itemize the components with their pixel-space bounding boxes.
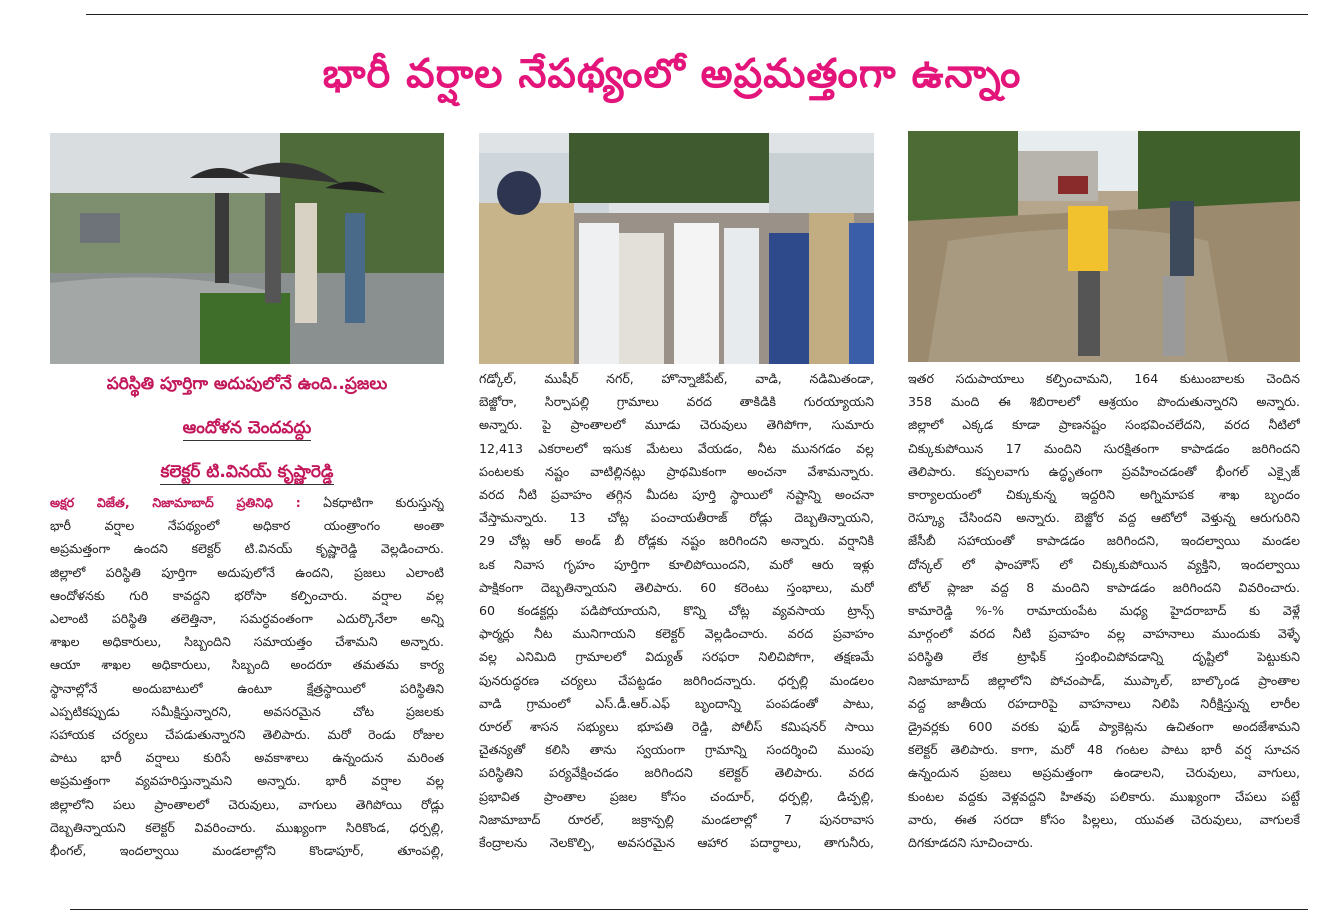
paragraph-line: రెస్క్యూ చేసిందని అన్నారు. బెజ్జోర వద్ద ఆటోలో వెళ్తున్న ఆరుగురిని [908, 510, 1300, 526]
paragraph-line: దోన్కల్ లో ఫాంహౌస్ లో చిక్కుకుపోయిన వ్యక్తిని, ఇందల్వాయి [908, 556, 1300, 572]
paragraph-line: 60 కండక్టర్లు పడిపోయాయని, కొన్ని చోట్ల వ్యవసాయ ట్రాన్స్ [479, 603, 874, 619]
paragraph-line: వల్ల ఎనిమిది గ్రామాలలో విద్యుత్ సరఫరా నిలిచిపోగా, తక్షణమే [479, 649, 874, 665]
waterlogged-street-photo [908, 131, 1300, 362]
paragraph-line: అప్రమత్తంగా వ్యవహరిస్తున్నామని అన్నారు. భారీ వర్షాల వల్ల [50, 773, 444, 789]
paragraph-line: ఎప్పటికప్పుడు సమీక్షిస్తున్నారని, అవసరమైన చోట ప్రజలకు [50, 703, 444, 719]
bottom-rule [70, 909, 1308, 910]
paragraph-line: జేసీబీ సహాయంతో కాపాడడం జరిగిందని, ఇందల్వాయి మండల [908, 533, 1300, 549]
paragraph-line: చైతన్యతో కలిసి తాను స్వయంగా గ్రామాన్ని సందర్శించి ముంపు [479, 742, 874, 758]
subheadline-line-2 [50, 414, 444, 442]
paragraph-line: ఇతర సదుపాయాలు కల్పించామని, 164 కుటుంబాలకు చెందిన [908, 371, 1300, 386]
paragraph-line: కేంద్రాలను నెలకొల్పి, అవసరమైన ఆహార పదార్థాలు, తాగునీరు, [479, 835, 874, 851]
paragraph-line: మార్గంలో వరద నీటి ప్రవాహం వల్ల వాహనాలు ముందుకు వెళ్ళే [908, 626, 1300, 642]
paragraph-line: సహాయక చర్యలు చేపడుతున్నారని తెలిపారు. మరో రెండు రోజుల [50, 727, 444, 743]
paragraph-line: డ్రైవర్లకు 600 వరకు ఫుడ్ ప్యాకెట్లను ఉచితంగా అందజేశామని [908, 719, 1300, 735]
subheadline-collector-name [50, 458, 444, 486]
paragraph-line: వరద నీటి ప్రవాహం తగ్గిన మీదట పూర్తి స్థాయిలో నష్టాన్ని అంచనా [479, 487, 874, 503]
paragraph-line: కుంటల వద్దకు వెళ్లవద్దని హితవు పలికారు. ముఖ్యంగా చేపలు పట్టే [908, 788, 1300, 804]
article-column-2 [479, 367, 874, 854]
paragraph-line: పాక్షికంగా దెబ్బతిన్నాయని తెలిపారు. 60 కరెంటు స్తంభాలు, మరో [479, 579, 874, 595]
paragraph-line: పాటు భారీ వర్షాలు కురిసే అవకాశాలు ఉన్నందున మరింత [50, 750, 444, 766]
paragraph-line: దెబ్బతిన్నాయని కలెక్టర్ వివరించారు. ముఖ్యంగా సిరికొండ, ధర్పల్లి, [50, 819, 444, 835]
paragraph-line: జిల్లాలోని పలు ప్రాంతాలలో చెరువులు, వాగులు తెగిపోయి రోడ్లు [50, 796, 444, 812]
paragraph-line: పరిస్థితిని పర్యవేక్షించడం జరిగిందని కలెక్టర్ తెలిపారు. వరద [479, 765, 874, 781]
paragraph-line: కామారెడ్డి %-% రామాయంపేట మధ్య హైదరాబాద్ కు వెళ్లే [908, 603, 1300, 619]
body-text: ఏకధాటిగా కురుస్తున్న [300, 495, 444, 510]
paragraph-line: జిల్లాలో పరిస్థితి పూర్తిగా అదుపులోనే ఉందని, ప్రజలు ఎలాంటి [50, 564, 444, 580]
paragraph-line: ఫార్మర్లు నీట మునిగాయని కలెక్టర్ వెల్లడించారు. వరద ప్రవాహం [479, 626, 874, 642]
paragraph-line: అన్నారు. పై ప్రాంతాలలో మూడు చెరువులు తెగిపోగా, సుమారు [479, 417, 874, 433]
paragraph-line: శాఖల అధికారులు, సిబ్బందిని సమాయత్తం చేశామని అన్నారు. [50, 634, 444, 650]
paragraph-line: జిల్లాలో ఎక్కడ కూడా ప్రాణనష్టం సంభవించలేదని, వరద నీటిలో [908, 417, 1300, 433]
paragraph-line: పునరుద్ధరణ చర్యలు చేపట్టడం జరిగిందన్నారు. ధర్పల్లి మండలం [479, 672, 874, 688]
paragraph-line: పంటలకు నష్టం వాటిల్లినట్లు ప్రాథమికంగా అంచనా వేశామన్నారు. [479, 463, 874, 479]
paragraph-line: గడ్కోల్, ముషీర్ నగర్, హొన్నాజీపేట్, వాడి, నడిమితండా, [479, 371, 874, 386]
paragraph-line: టోల్ ప్లాజా వద్ద 8 మందిని కాపాడడం జరిగిందని వివరించారు. [908, 579, 1300, 595]
page-headline: భారీ వర్షాల నేపథ్యంలో అప్రమత్తంగా ఉన్నాం [322, 51, 1022, 97]
paragraph-line: ఉన్నందున ప్రజలు అప్రమత్తంగా ఉండాలని, చెరువులు, వాగులు, [908, 765, 1300, 781]
paragraph-line: చిక్కుకుపోయిన 17 మందిని సురక్షితంగా కాపాడడం జరిగిందని [908, 440, 1300, 456]
collector-name-text: కలెక్టర్ టి.వినయ్ కృష్ణారెడ్డి [160, 462, 333, 485]
paragraph-line: కార్యాలయంలో చిక్కుకున్న ఇద్దరిని అగ్నిమాపక శాఖ బృందం [908, 487, 1300, 503]
paragraph-line: ఎలాంటి పరిస్థితి తలెత్తినా, సమర్ధవంతంగా ఎదుర్కొనేలా అన్ని [50, 611, 444, 627]
paragraph-line: బెజ్జోరా, సిర్పాపల్లి గ్రామాలు వరద తాకిడికి గురయ్యాయని [479, 394, 874, 410]
paragraph-line: అప్రమత్తంగా ఉందని కలెక్టర్ టి.వినయ్ కృష్ణారెడ్డి వెల్లడించారు. [50, 541, 444, 557]
paragraph-line: ప్రభావిత ప్రాంతాల ప్రజల కోసం చందూర్, ధర్పల్లి, డిచ్పల్లి, [479, 788, 874, 804]
subheadline-line-1: పరిస్థితి పూర్తిగా అదుపులోనే ఉంది..ప్రజలు [106, 374, 388, 394]
paragraph-line: వాడి గ్రామంలో ఎస్.డీ.ఆర్.ఎఫ్ బృందాన్ని పంపడంతో పాటు, [479, 695, 874, 711]
article-column-1 [50, 491, 444, 862]
paragraph-line: వేస్తామన్నారు. 13 చోట్ల పంచాయతీరాజ్ రోడ్లు దెబ్బతిన్నాయని, [479, 510, 874, 526]
paragraph-line: స్థానాల్లోనే అందుబాటులో ఉంటూ క్షేత్రస్థాయిలో పరిస్థితిని [50, 680, 444, 696]
paragraph-line: ఆయా శాఖల అధికారులు, సిబ్బంది అందరూ తమతమ కార్య [50, 657, 444, 673]
top-rule [86, 14, 1308, 15]
paragraph-line: తెలిపారు. కప్పలవాగు ఉద్ధృతంగా ప్రవహించడంతో భీంగల్ ఎక్సైజ్ [908, 463, 1300, 479]
byline: అక్షర విజేత, నిజామాబాద్ ప్రతినిధి : [50, 495, 301, 510]
paragraph-line: 12,413 ఎకరాలలో ఇసుక మేటలు వేయడం, నీట మునగడం వల్ల [479, 440, 874, 456]
paragraph-line: రూరల్ శాసన సభ్యులు భూపతి రెడ్డి, పోలీస్ కమిషనర్ సాయి [479, 719, 874, 735]
paragraph-line: దిగకూడదని సూచించారు. [908, 835, 1034, 851]
paragraph-line: నిజామాబాద్ జిల్లాలోని పోచంపాడ్, ముప్కాల్, బాల్కొండ ప్రాంతాల [908, 672, 1300, 688]
paragraph-line: పరిస్థితి లేక ట్రాఫిక్ స్తంభించిపోవడాన్ని దృష్టిలో పెట్టుకుని [908, 649, 1300, 665]
officials-inspection-photo [479, 133, 874, 364]
paragraph-line: ఒక నివాస గృహం పూర్తిగా కూలిపోయిందని, మరో ఆరు ఇళ్లు [479, 556, 874, 572]
flood-inspection-photo-1 [50, 133, 444, 364]
subheadline-text: ఆందోళన చెందవద్దు [183, 418, 312, 441]
article-column-3 [908, 367, 1300, 854]
paragraph-line: నిజామాబాద్ రూరల్, జక్రాన్పల్లి మండలాల్లో 7 పునరావాస [479, 811, 874, 827]
paragraph-line: భీంగల్, ఇందల్వాయి మండలాల్లోని కొండాపూర్, తూంపల్లి, [50, 843, 444, 859]
paragraph-line: 29 చోట్ల ఆర్ అండ్ బీ రోడ్లకు నష్టం జరిగిందని అన్నారు. వర్షానికి [479, 533, 874, 549]
paragraph-line: 358 మంది ఈ శిబిరాలలో ఆశ్రయం పొందుతున్నారని అన్నారు. [908, 394, 1300, 410]
paragraph-line: భారీ వర్షాల నేపథ్యంలో అధికార యంత్రాంగం అంతా [50, 518, 444, 534]
paragraph-line: కలెక్టర్ తెలిపారు. కాగా, మరో 48 గంటల పాటు భారీ వర్ష సూచన [908, 742, 1300, 758]
paragraph-line [50, 491, 444, 514]
paragraph-line: ఆందోళనకు గురి కావద్దని భరోసా కల్పించారు. వర్షాల వల్ల [50, 587, 444, 603]
paragraph-line: వారు, ఈత సరదా కోసం పిల్లలు, యువత చెరువులు, వాగులకే [908, 811, 1300, 827]
paragraph-line: వద్ద జాతీయ రహదారిపై వాహనాలు నిలిపి నిరీక్షిస్తున్న లారీల [908, 695, 1300, 711]
